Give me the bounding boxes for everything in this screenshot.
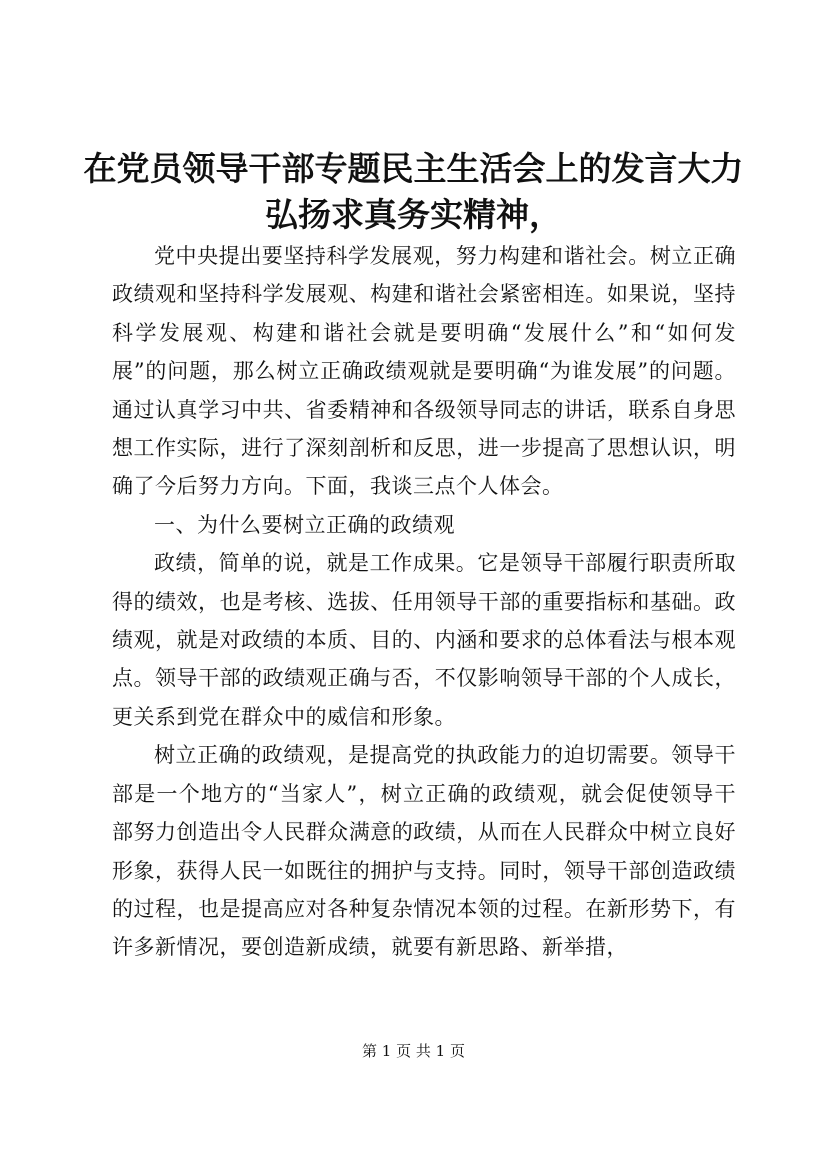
- paragraph-intro: 党中央提出要坚持科学发展观，努力构建和谐社会。树立正确政绩观和坚持科学发展观、构建和谐社会紧密相连。如果说，坚持科学发展观、构建和谐社会就是要明确“发展什么”和“如何发展”的问题，那么树立正确政绩观就是要明确“为谁发展”的问题。通过认真学习中共、省委精神和各级领导同志的讲话，联系自身思想工作实际，进行了深刻剖析和反思，进一步提高了思想认识，明确了今后努力方向。下面，我谈三点个人体会。: [112, 244, 736, 499]
- document-title: 在党员领导干部专题民主生活会上的发言大力弘扬求真务实精神，: [83, 149, 744, 234]
- page-footer: 第 1 页 共 1 页: [362, 1042, 465, 1060]
- paragraph-necessity: 树立正确的政绩观，是提高党的执政能力的迫切需要。领导干部是一个地方的“当家人”，树立正确的政绩观，就会促使领导干部努力创造出令人民群众满意的政绩，从而在人民群众中树立良好形象，获得人民一如既往的拥护与支持。同时，领导干部创造政绩的过程，也是提高应对各种复杂情况本领的过程。在新形势下，有许多新情况，要创造新成绩，就要有新思路、新举措，: [112, 743, 736, 960]
- paragraph-definition: 政绩，简单的说，就是工作成果。它是领导干部履行职责所取得的绩效，也是考核、选拔、任用领导干部的重要指标和基础。政绩观，就是对政绩的本质、目的、内涵和要求的总体看法与根本观点。领导干部的政绩观正确与否，不仅影响领导干部的个人成长，更关系到党在群众中的威信和形象。: [112, 551, 736, 729]
- document-body: [112, 237, 736, 967]
- section-heading-1: 一、为什么要树立正确的政绩观: [154, 512, 455, 537]
